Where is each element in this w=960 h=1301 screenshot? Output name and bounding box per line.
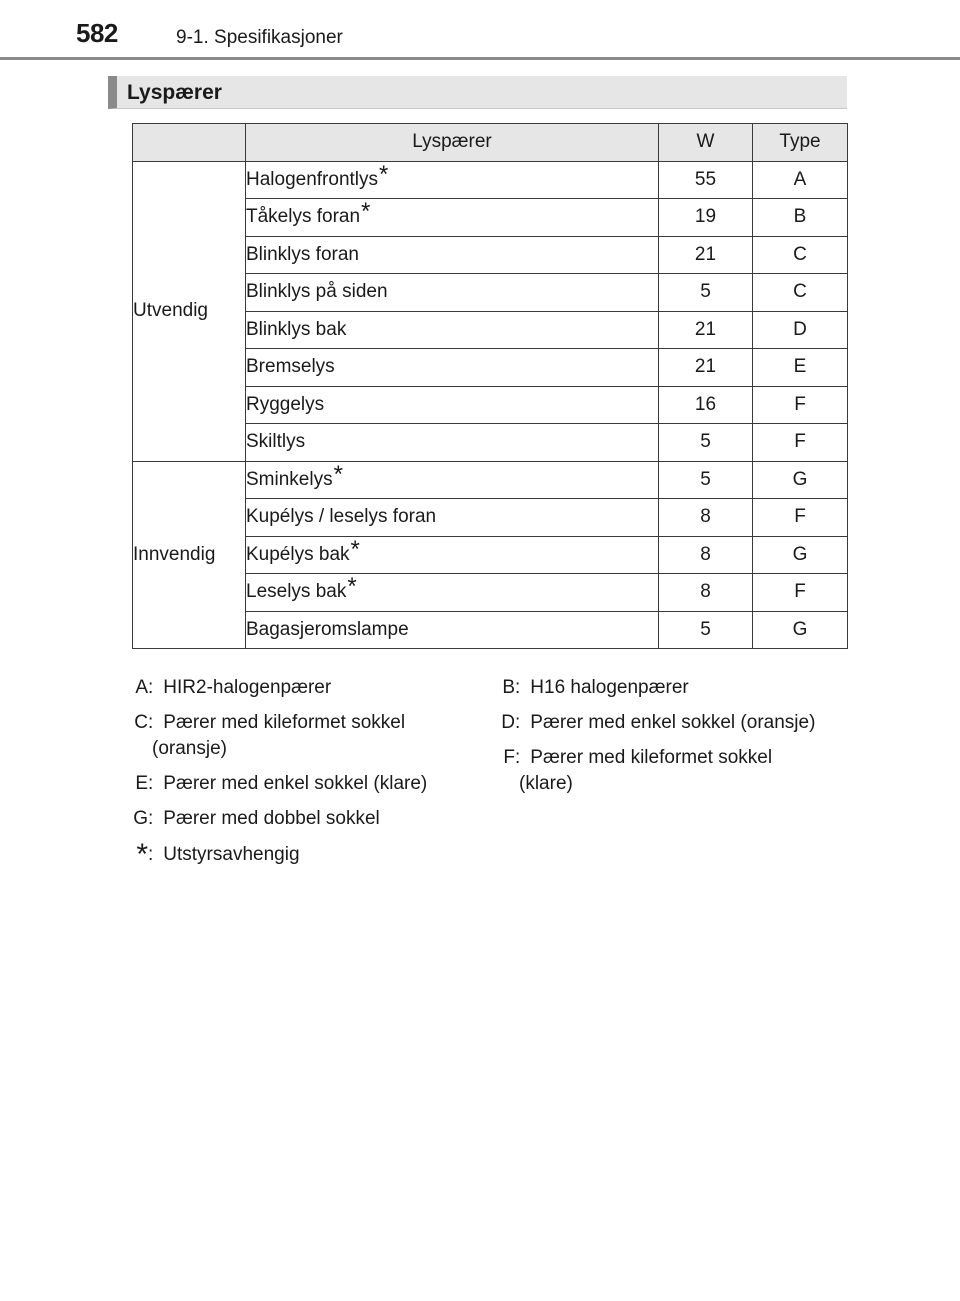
wattage-cell: 8 — [659, 499, 753, 537]
legend-text: Utstyrsavhengig — [163, 844, 300, 865]
type-cell: G — [753, 461, 848, 499]
legend-item-g: G: Pærer med dobbel sokkel — [126, 806, 380, 832]
bulb-name: Halogenfrontlys — [246, 168, 379, 190]
type-cell: C — [753, 274, 848, 312]
legend-item-f: F: Pærer med kileformet sokkel (klare) — [493, 745, 772, 797]
bulb-name-cell — [246, 386, 659, 424]
asterisk-icon: * — [347, 573, 357, 601]
type-cell: F — [753, 499, 848, 537]
type-cell: C — [753, 236, 848, 274]
wattage-cell: 5 — [659, 461, 753, 499]
column-header: W — [659, 124, 753, 162]
type-cell: F — [753, 386, 848, 424]
bulb-name-cell — [246, 611, 659, 649]
legend-text: Pærer med enkel sokkel (oransje) — [530, 712, 816, 733]
column-header: Type — [753, 124, 848, 162]
bulb-name-cell — [246, 274, 659, 312]
asterisk-icon: * — [379, 160, 389, 188]
wattage-cell: 19 — [659, 199, 753, 237]
bulb-spec-table — [132, 123, 848, 649]
column-header: Lyspærer — [246, 124, 659, 162]
wattage-cell: 55 — [659, 161, 753, 199]
bulb-name: Tåkelys foran — [246, 206, 361, 228]
asterisk-icon: * — [350, 535, 360, 563]
bulb-name-cell — [246, 236, 659, 274]
bulb-name: Bagasjeromslampe — [246, 618, 409, 640]
legend-text: Pærer med enkel sokkel (klare) — [163, 773, 428, 794]
group-label: Innvendig — [133, 461, 246, 649]
legend-item-d: D: Pærer med enkel sokkel (oransje) — [493, 710, 815, 736]
legend-key: F — [503, 747, 515, 768]
wattage-cell: 8 — [659, 574, 753, 612]
legend-text: Pærer med dobbel sokkel — [163, 808, 380, 829]
legend-text: Pærer med kileformet sokkel — [163, 712, 406, 733]
wattage-cell: 5 — [659, 424, 753, 462]
type-cell: G — [753, 536, 848, 574]
legend-text: HIR2-halogenpærer — [163, 677, 332, 698]
type-cell: F — [753, 424, 848, 462]
table-header-row — [133, 124, 848, 162]
legend-text-continued: (oransje) — [152, 738, 227, 759]
bulb-name-cell — [246, 311, 659, 349]
header-empty-cell — [133, 124, 246, 162]
bulb-name-cell — [246, 199, 659, 237]
asterisk-icon: * — [136, 838, 148, 871]
section-title: Lyspærer — [127, 81, 222, 104]
bulb-name-cell — [246, 424, 659, 462]
legend-item-b: B: H16 halogenpærer — [493, 675, 689, 701]
type-cell: A — [753, 161, 848, 199]
legend-key: B — [502, 677, 515, 698]
legend-item-note: *: Utstyrsavhengig — [136, 838, 300, 871]
legend-text-continued: (klare) — [519, 773, 573, 794]
type-cell: B — [753, 199, 848, 237]
bulb-name: Bremselys — [246, 356, 335, 378]
legend-key: G — [133, 808, 148, 829]
legend-item-c: C: Pærer med kileformet sokkel (oransje) — [126, 710, 405, 762]
bulb-name-cell — [246, 499, 659, 537]
table-row — [133, 161, 848, 199]
bulb-name: Skiltlys — [246, 431, 306, 453]
legend-item-e: E: Pærer med enkel sokkel (klare) — [126, 771, 427, 797]
bulb-name-cell — [246, 574, 659, 612]
legend-item-a: A: HIR2-halogenpærer — [126, 675, 331, 701]
type-cell: D — [753, 311, 848, 349]
legend-text: Pærer med kileformet sokkel — [530, 747, 773, 768]
legend-key: C — [134, 712, 148, 733]
type-cell: F — [753, 574, 848, 612]
legend-key: D — [501, 712, 515, 733]
bulb-name: Blinklys på siden — [246, 281, 388, 303]
wattage-cell: 21 — [659, 311, 753, 349]
bulb-name: Leselys bak — [246, 581, 347, 603]
bulb-name: Sminkelys — [246, 468, 333, 490]
wattage-cell: 21 — [659, 349, 753, 387]
type-cell: G — [753, 611, 848, 649]
header-divider — [0, 57, 960, 60]
type-cell: E — [753, 349, 848, 387]
legend-key: A — [135, 677, 148, 698]
wattage-cell: 21 — [659, 236, 753, 274]
bulb-name-cell — [246, 461, 659, 499]
bulb-name: Blinklys bak — [246, 318, 347, 340]
wattage-cell: 5 — [659, 274, 753, 312]
legend-key: E — [135, 773, 148, 794]
bulb-name: Blinklys foran — [246, 243, 359, 265]
bulb-name: Kupélys bak — [246, 543, 350, 565]
bulb-name: Kupélys / leselys foran — [246, 506, 437, 528]
section-header — [108, 76, 847, 109]
table-row — [133, 461, 848, 499]
wattage-cell: 8 — [659, 536, 753, 574]
wattage-cell: 16 — [659, 386, 753, 424]
asterisk-icon: * — [333, 460, 343, 488]
bulb-name-cell — [246, 161, 659, 199]
table-body — [133, 161, 848, 649]
bulb-name: Ryggelys — [246, 393, 325, 415]
chapter-title: 9-1. Spesifikasjoner — [176, 27, 343, 48]
legend-text: H16 halogenpærer — [530, 677, 689, 698]
wattage-cell: 5 — [659, 611, 753, 649]
bulb-name-cell — [246, 536, 659, 574]
bulb-name-cell — [246, 349, 659, 387]
asterisk-icon: * — [361, 198, 371, 226]
group-label: Utvendig — [133, 161, 246, 461]
page-number: 582 — [76, 18, 118, 48]
